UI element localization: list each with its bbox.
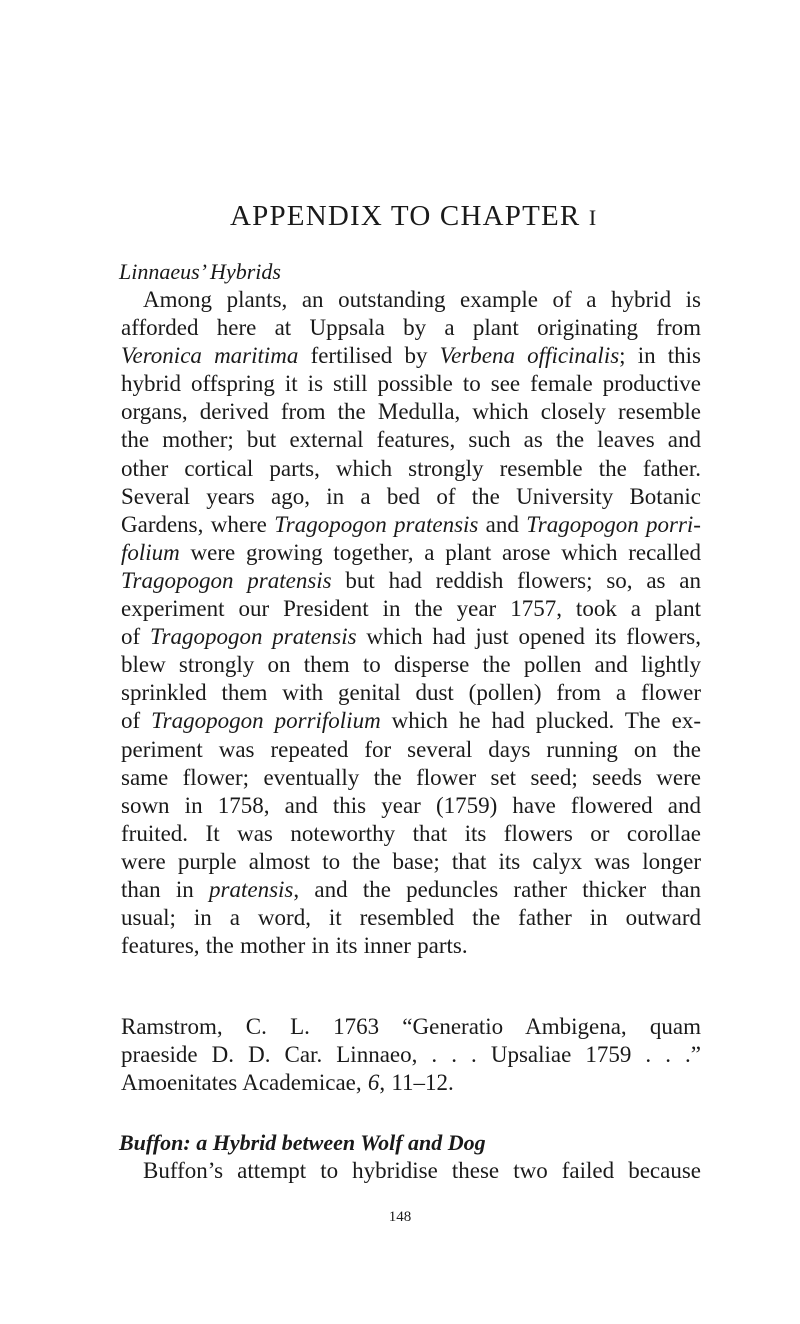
section-title-linnaeus: Linnaeus’ Hybrids xyxy=(119,259,281,284)
section-buffon xyxy=(121,1129,701,1185)
paragraph-line: of Tragopogon pratensis which had just opened its flowers, xyxy=(121,624,701,650)
page-number: 148 xyxy=(388,1209,412,1225)
paragraph-line: Among plants, an outstanding example of a hybrid is xyxy=(143,287,701,312)
paragraph-line: sown in 1758, and this year (1759) have flowered and xyxy=(121,792,701,818)
paragraph-line: of Tragopogon porrifolium which he had plucked. The ex- xyxy=(121,708,701,734)
reference-line: Ramstrom, C. L. 1763 “Generatio Ambigena, quam xyxy=(121,1014,701,1039)
paragraph-line: folium were growing together, a plant arose which recalled xyxy=(121,539,701,565)
paragraph-line: afforded here at Uppsala by a plant originating from xyxy=(121,315,701,341)
reference-citation xyxy=(121,1013,701,1097)
paragraph-line: sprinkled them with genital dust (pollen) from a flower xyxy=(121,680,701,706)
paragraph-line: Veronica maritima fertilised by Verbena officinalis; in this xyxy=(121,343,702,369)
paragraph-line: periment was repeated for several days running on the xyxy=(121,736,701,762)
chapter-numeral: I xyxy=(588,205,597,230)
paragraph-line: Several years ago, in a bed of the University Botanic xyxy=(121,483,701,509)
paragraph-line: usual; in a word, it resembled the father in outward xyxy=(121,905,701,931)
paragraph-line: features, the mother in its inner parts. xyxy=(121,933,468,959)
reference-line: praeside D. D. Car. Linnaeo, . . . Upsaliae 1759 . . .” xyxy=(121,1042,701,1068)
paragraph-line: same flower; eventually the flower set seed; seeds were xyxy=(121,764,701,790)
reference-line: Amoenitates Academicae, 6, 11–12. xyxy=(121,1070,454,1096)
chapter-heading xyxy=(230,200,670,233)
paragraph-line: than in pratensis, and the peduncles rather thicker than xyxy=(121,876,701,902)
paragraph-line: other cortical parts, which strongly resemble the father. xyxy=(121,455,701,481)
paragraph-line: Tragopogon pratensis but had reddish flowers; so, as an xyxy=(121,567,701,593)
section-linnaeus-hybrids xyxy=(121,258,701,960)
section-title-buffon: Buffon: a Hybrid between Wolf and Dog xyxy=(119,1130,486,1155)
paragraph-line: experiment our President in the year 1757, took a plant xyxy=(121,596,701,622)
paragraph-line: the mother; but external features, such as the leaves and xyxy=(121,427,701,453)
paragraph-line: organs, derived from the Medulla, which closely resemble xyxy=(121,399,701,425)
paragraph-line: Gardens, where Tragopogon pratensis and Tragopogon porri- xyxy=(121,511,701,537)
paragraph-line: blew strongly on them to disperse the pollen and lightly xyxy=(121,652,701,678)
paragraph-line: hybrid offspring it is still possible to see female productive xyxy=(121,371,701,397)
paragraph-line: fruited. It was noteworthy that its flowers or corollae xyxy=(121,820,701,846)
chapter-heading-text: APPENDIX TO CHAPTER xyxy=(230,200,581,232)
paragraph-line: Buffon’s attempt to hybridise these two failed because xyxy=(143,1158,701,1183)
paragraph-line: were purple almost to the base; that its calyx was longer xyxy=(121,848,701,874)
